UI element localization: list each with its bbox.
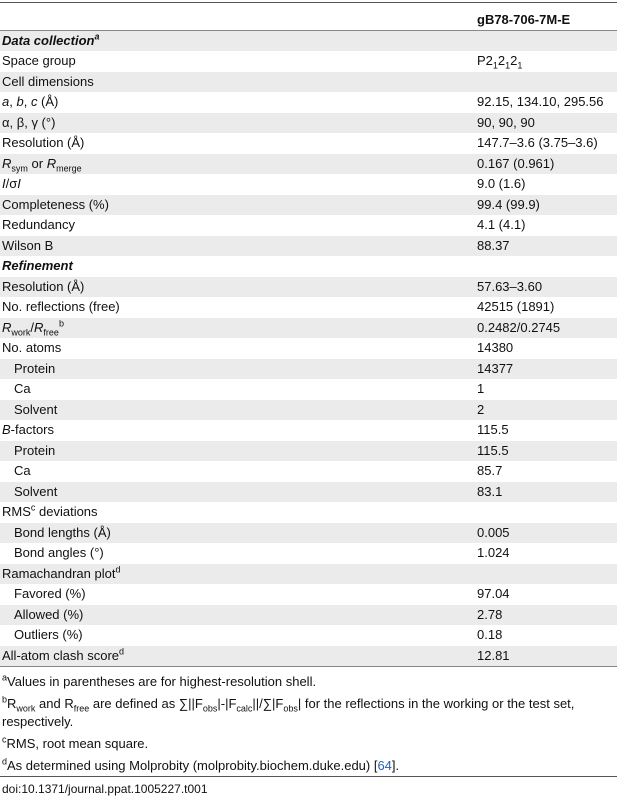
footnote-a: $^a$Values in parentheses are for highest-resolution shell. <box>2 672 317 689</box>
table-row <box>0 133 617 154</box>
top-rule <box>0 2 617 3</box>
row-label: No. reflections (free) <box>2 299 120 315</box>
table-row <box>0 113 617 134</box>
table-row <box>0 51 617 72</box>
row-value: 0.2482/0.2745 <box>471 318 617 339</box>
table-row <box>0 215 617 236</box>
table-row <box>0 564 617 585</box>
row-value: 2 <box>471 400 617 421</box>
table-row <box>0 174 617 195</box>
row-value: 1 <box>477 381 485 397</box>
row-label: Space group <box>2 53 76 69</box>
row-value: 0.167 (0.961) <box>471 154 617 175</box>
table-row <box>0 379 617 400</box>
table-row <box>0 195 617 216</box>
row-value: 83.1 <box>471 482 617 503</box>
row-value: 97.04 <box>477 586 510 602</box>
footnote-d: $^d$As determined using Molprobity (molprobity.biochem.duke.edu) [64]. <box>2 756 400 773</box>
row-value: 14380 <box>477 340 514 356</box>
table-row <box>0 584 617 605</box>
table-row <box>0 154 617 175</box>
row-value: 115.5 <box>477 422 509 438</box>
table-row <box>0 605 617 626</box>
row-label: Resolution (Å) <box>0 277 471 298</box>
table-row <box>0 277 617 298</box>
row-value: 42515 (1891) <box>477 299 555 315</box>
table-row <box>0 482 617 503</box>
table-row <box>0 502 617 523</box>
row-value: 92.15, 134.10, 295.56 <box>477 94 604 110</box>
row-value: 90, 90, 90 <box>471 113 617 134</box>
row-label: RMS$^c$ deviations <box>2 502 98 520</box>
doi-text: doi:10.1371/journal.ppat.1005227.t001 <box>2 782 208 796</box>
row-value: 9.0 (1.6) <box>477 176 526 192</box>
section-row <box>0 256 617 277</box>
table-row <box>0 441 617 462</box>
row-value: 0.18 <box>477 627 503 643</box>
row-value: $P2_12_12_1$ <box>477 53 523 71</box>
reference-link[interactable]: 64 <box>377 758 392 773</box>
row-value: 12.81 <box>471 646 617 667</box>
table-row <box>0 72 617 93</box>
table-row <box>0 359 617 380</box>
row-label: Cell dimensions <box>0 72 471 93</box>
bottom-rule <box>0 776 617 777</box>
table-row <box>0 461 617 482</box>
column-header: gB78-706-7M-E <box>471 10 617 31</box>
row-label: Bond lengths (Å) <box>0 523 471 544</box>
row-label: All-atom clash score$^d$ <box>0 646 471 667</box>
row-label: $R_{sym}$ or $R_{merge}$ <box>0 154 471 175</box>
row-value: 57.63–3.60 <box>471 277 617 298</box>
row-value: 1.024 <box>477 545 510 561</box>
table-row <box>0 420 617 441</box>
table-header-row <box>0 10 617 31</box>
table-row <box>0 338 617 359</box>
row-label: a, b, c (Å) <box>2 94 59 110</box>
row-value: 115.5 <box>471 441 617 462</box>
row-label: Ca <box>14 463 31 479</box>
table-row <box>0 318 617 339</box>
row-value: 88.37 <box>471 236 617 257</box>
table-row <box>0 400 617 421</box>
table-row <box>0 92 617 113</box>
row-value: 147.7–3.6 (3.75–3.6) <box>477 135 598 151</box>
row-label: Outliers (%) <box>14 627 83 643</box>
row-label: Resolution (Å) <box>2 135 85 151</box>
row-label: Protein <box>0 441 471 462</box>
row-label: Ramachandran plot$^d$ <box>0 564 471 585</box>
table-row <box>0 523 617 544</box>
crystallography-table <box>0 10 617 667</box>
row-label: $R_{work}/R_{free}^b$ <box>0 318 471 339</box>
row-label: α, β, γ (°) <box>0 113 471 134</box>
row-label: B-factors <box>2 422 55 438</box>
row-value: 4.1 (4.1) <box>477 217 526 233</box>
section-row <box>0 31 617 52</box>
row-label: Completeness (%) <box>0 195 471 216</box>
row-label: Solvent <box>0 482 471 503</box>
section-data-collection: Data collection$^a$ <box>0 31 471 52</box>
row-label: No. atoms <box>2 340 62 356</box>
row-label: Wilson B <box>0 236 471 257</box>
row-label: Allowed (%) <box>0 605 471 626</box>
row-value: 0.005 <box>471 523 617 544</box>
table-row <box>0 543 617 564</box>
section-refinement: Refinement <box>2 258 73 274</box>
row-value: 14377 <box>471 359 617 380</box>
row-label: Favored (%) <box>14 586 86 602</box>
footnote-b: $^bR_{work}$ and $R_{free}$ are defined as $\sum||F_{obs}|-|F_{calc}||/\sum|F_{obs}|$ for the reflections in the working or the test set, respectively. <box>2 694 575 729</box>
table-row <box>0 297 617 318</box>
table-row <box>0 646 617 667</box>
footnotes <box>0 673 617 775</box>
row-label: Bond angles (°) <box>14 545 104 561</box>
row-value: 99.4 (99.9) <box>471 195 617 216</box>
row-value: 2.78 <box>471 605 617 626</box>
row-label: Ca <box>14 381 31 397</box>
row-value: 85.7 <box>477 463 503 479</box>
row-label: I/σI <box>2 176 21 192</box>
table-row <box>0 236 617 257</box>
table-row <box>0 625 617 646</box>
row-label: Redundancy <box>2 217 75 233</box>
row-label: Solvent <box>0 400 471 421</box>
row-label: Protein <box>0 359 471 380</box>
footnote-c: $^c$RMS, root mean square. <box>2 734 149 751</box>
